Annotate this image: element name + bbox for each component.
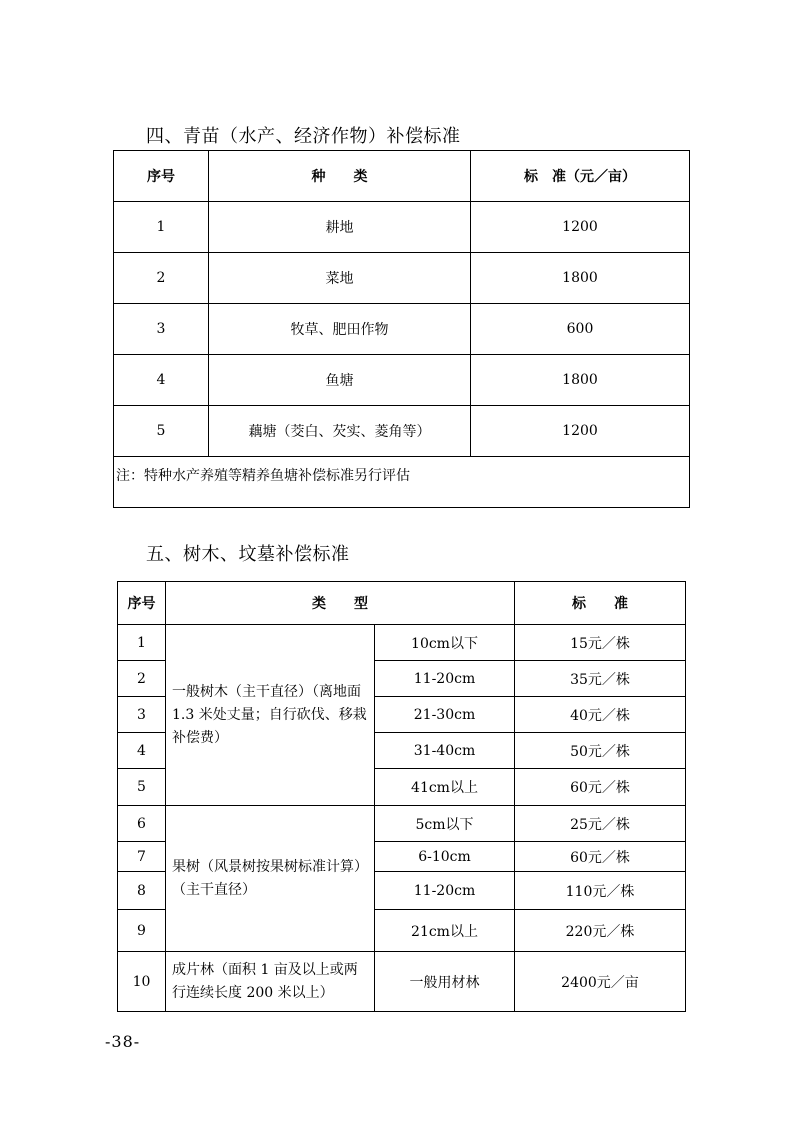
header-type: 种 类 xyxy=(209,151,471,202)
row-standard: 40元／株 xyxy=(515,697,686,733)
row-standard: 60元／株 xyxy=(515,769,686,806)
row-standard: 1800 xyxy=(471,355,690,406)
row-spec: 31-40cm xyxy=(375,733,515,769)
crop-compensation-table xyxy=(113,150,690,508)
table-note-row xyxy=(114,457,690,508)
row-type: 牧草、肥田作物 xyxy=(209,304,471,355)
row-no: 1 xyxy=(118,625,166,661)
row-spec: 21cm以上 xyxy=(375,910,515,952)
row-no: 7 xyxy=(118,842,166,872)
row-standard: 35元／株 xyxy=(515,661,686,697)
header-standard: 标 准 xyxy=(515,582,686,625)
row-standard: 15元／株 xyxy=(515,625,686,661)
row-standard: 1200 xyxy=(471,202,690,253)
table-row xyxy=(118,625,686,661)
row-spec: 11-20cm xyxy=(375,872,515,910)
row-type: 菜地 xyxy=(209,253,471,304)
header-no: 序号 xyxy=(114,151,209,202)
section4-title: 四、青苗（水产、经济作物）补偿标准 xyxy=(146,126,461,147)
table-row xyxy=(114,304,690,355)
table-row xyxy=(114,406,690,457)
row-standard: 600 xyxy=(471,304,690,355)
row-standard: 220元／株 xyxy=(515,910,686,952)
row-no: 10 xyxy=(118,952,166,1012)
row-standard: 1200 xyxy=(471,406,690,457)
row-no: 5 xyxy=(118,769,166,806)
row-no: 8 xyxy=(118,872,166,910)
row-standard: 50元／株 xyxy=(515,733,686,769)
row-spec: 21-30cm xyxy=(375,697,515,733)
row-no: 2 xyxy=(118,661,166,697)
group-forest: 成片林（面积 1 亩及以上或两行连续长度 200 米以上） xyxy=(166,952,375,1012)
table-row xyxy=(114,253,690,304)
row-spec: 11-20cm xyxy=(375,661,515,697)
table-row xyxy=(118,952,686,1012)
row-standard: 25元／株 xyxy=(515,806,686,842)
row-no: 9 xyxy=(118,910,166,952)
row-spec: 6-10cm xyxy=(375,842,515,872)
row-no: 3 xyxy=(114,304,209,355)
row-type: 耕地 xyxy=(209,202,471,253)
table-row xyxy=(114,355,690,406)
table-header-row xyxy=(114,151,690,202)
row-spec: 一般用材林 xyxy=(375,952,515,1012)
row-standard: 1800 xyxy=(471,253,690,304)
row-standard: 2400元／亩 xyxy=(515,952,686,1012)
row-standard: 110元／株 xyxy=(515,872,686,910)
table-header-row xyxy=(118,582,686,625)
table-row xyxy=(118,806,686,842)
row-no: 6 xyxy=(118,806,166,842)
header-type: 类 型 xyxy=(166,582,515,625)
table-note: 注：特种水产养殖等精养鱼塘补偿标准另行评估 xyxy=(114,457,690,508)
row-spec: 5cm以下 xyxy=(375,806,515,842)
row-standard: 60元／株 xyxy=(515,842,686,872)
row-spec: 10cm以下 xyxy=(375,625,515,661)
group-fruit-trees: 果树（风景树按果树标准计算）（主干直径） xyxy=(166,806,375,952)
header-no: 序号 xyxy=(118,582,166,625)
row-spec: 41cm以上 xyxy=(375,769,515,806)
section5-title: 五、树木、坟墓补偿标准 xyxy=(146,544,350,565)
group-general-trees: 一般树木（主干直径）（离地面 1.3 米处丈量；自行砍伐、移栽补偿费） xyxy=(166,625,375,806)
table-row xyxy=(114,202,690,253)
header-standard: 标 准（元／亩） xyxy=(471,151,690,202)
row-no: 4 xyxy=(118,733,166,769)
row-type: 藕塘（茭白、芡实、菱角等） xyxy=(209,406,471,457)
tree-compensation-table xyxy=(117,581,686,1012)
row-no: 2 xyxy=(114,253,209,304)
row-no: 3 xyxy=(118,697,166,733)
row-type: 鱼塘 xyxy=(209,355,471,406)
row-no: 5 xyxy=(114,406,209,457)
page-number: -38- xyxy=(105,1032,141,1051)
row-no: 4 xyxy=(114,355,209,406)
row-no: 1 xyxy=(114,202,209,253)
